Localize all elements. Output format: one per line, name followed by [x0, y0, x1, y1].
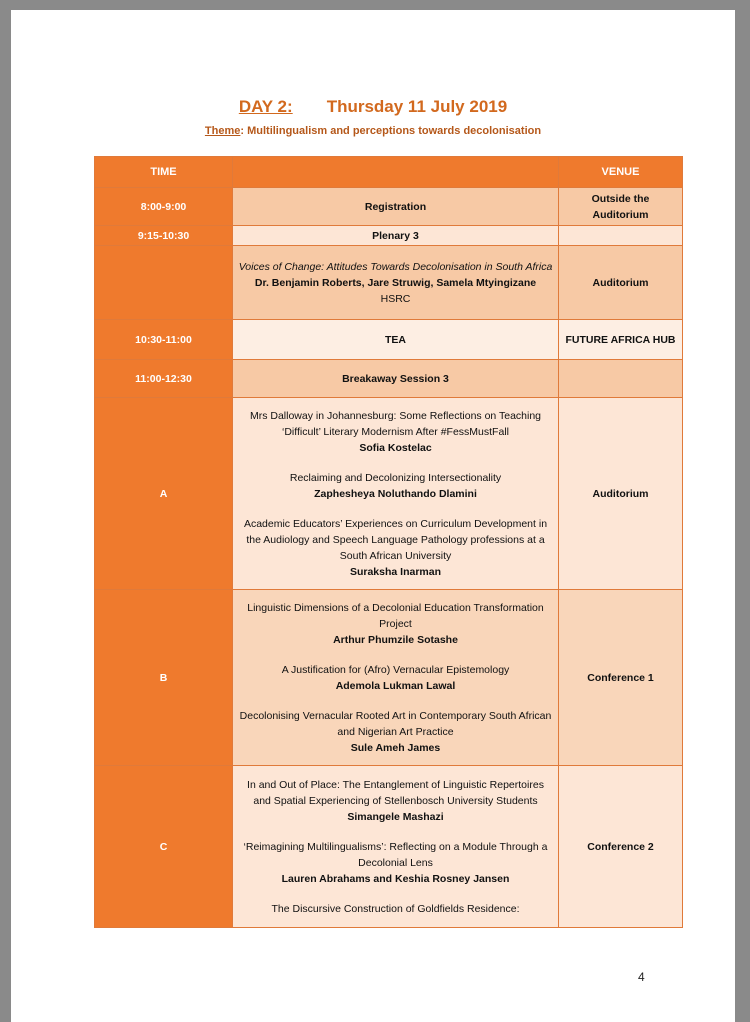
plenary-title: Plenary 3 [233, 226, 559, 246]
table-row [95, 360, 683, 398]
session-b-row [95, 590, 683, 766]
session-b-label: B [95, 590, 233, 766]
session-a-venue: Auditorium [559, 398, 683, 590]
page-number: 4 [638, 970, 645, 984]
title-column-header [233, 157, 559, 188]
day-label: DAY 2: [238, 97, 293, 116]
talk-cell [233, 246, 559, 320]
venue-column-header: VENUE [559, 157, 683, 188]
schedule-table [94, 156, 683, 928]
paper-title: ‘Reimagining Multilingualisms’: Reflecting on a Module Through a Decolonial Lens [243, 840, 548, 869]
theme-label: Theme [204, 125, 241, 137]
table-row [95, 226, 683, 246]
registration-venue: Outside the Auditorium [559, 188, 683, 226]
tea-venue: FUTURE AFRICA HUB [559, 320, 683, 360]
theme-text: : Multilingualism and perceptions towards decolonisation [240, 125, 542, 137]
theme-line [11, 125, 735, 137]
breakaway-venue [559, 360, 683, 398]
table-row [95, 246, 683, 320]
paper-speaker: Arthur Phumzile Sotashe [333, 633, 458, 646]
table-row [95, 188, 683, 226]
day-date: Thursday 11 July 2019 [326, 97, 508, 116]
breakaway-title: Breakaway Session 3 [233, 360, 559, 398]
day-heading [11, 97, 735, 117]
session-a-papers [233, 398, 559, 590]
paper-speaker: Lauren Abrahams and Keshia Rosney Jansen [281, 872, 510, 885]
session-c-row [95, 766, 683, 928]
paper-speaker: Zaphesheya Noluthando Dlamini [314, 487, 477, 500]
paper-speaker: Sule Ameh James [350, 741, 441, 754]
breakaway-time: 11:00-12:30 [95, 360, 233, 398]
time-column-header: TIME [95, 157, 233, 188]
paper-speaker: Sofia Kostelac [359, 441, 432, 454]
paper-title: A Justification for (Afro) Vernacular Epistemology [281, 663, 510, 676]
talk-speakers: Dr. Benjamin Roberts, Jare Struwig, Samela Mtyingizane [254, 276, 537, 289]
table-row [95, 320, 683, 360]
talk-org: HSRC [380, 292, 411, 305]
paper-title: In and Out of Place: The Entanglement of Linguistic Repertoires and Spatial Experiencing of Stellenbosch University Students [247, 778, 544, 807]
table-header-row [95, 157, 683, 188]
talk-title: Voices of Change: Attitudes Towards Decolonisation in South Africa [238, 260, 553, 273]
paper-title: The Discursive Construction of Goldfields Residence: [271, 902, 520, 915]
paper-speaker: Simangele Mashazi [347, 810, 444, 823]
registration-time: 8:00-9:00 [95, 188, 233, 226]
paper-speaker: Suraksha Inarman [349, 565, 442, 578]
tea-time: 10:30-11:00 [95, 320, 233, 360]
session-a-row [95, 398, 683, 590]
session-b-venue: Conference 1 [559, 590, 683, 766]
paper-title: Academic Educators’ Experiences on Curriculum Development in the Audiology and Speech Language Pathology professions at a South African University [243, 517, 548, 562]
talk-venue: Auditorium [559, 246, 683, 320]
plenary-venue [559, 226, 683, 246]
session-b-papers [233, 590, 559, 766]
session-c-venue: Conference 2 [559, 766, 683, 928]
registration-title: Registration [233, 188, 559, 226]
paper-title: Decolonising Vernacular Rooted Art in Contemporary South African and Nigerian Art Practice [239, 709, 552, 738]
document-page [11, 10, 735, 1022]
paper-title: Reclaiming and Decolonizing Intersectionality [289, 471, 502, 484]
session-a-label: A [95, 398, 233, 590]
paper-speaker: Ademola Lukman Lawal [335, 679, 456, 692]
talk-time [95, 246, 233, 320]
tea-title: TEA [233, 320, 559, 360]
paper-title: Mrs Dalloway in Johannesburg: Some Reflections on Teaching ‘Difficult’ Literary Modernism After #FessMustFall [249, 409, 542, 438]
session-c-papers [233, 766, 559, 928]
session-c-label: C [95, 766, 233, 928]
paper-title: Linguistic Dimensions of a Decolonial Education Transformation Project [247, 601, 544, 630]
plenary-time: 9:15-10:30 [95, 226, 233, 246]
